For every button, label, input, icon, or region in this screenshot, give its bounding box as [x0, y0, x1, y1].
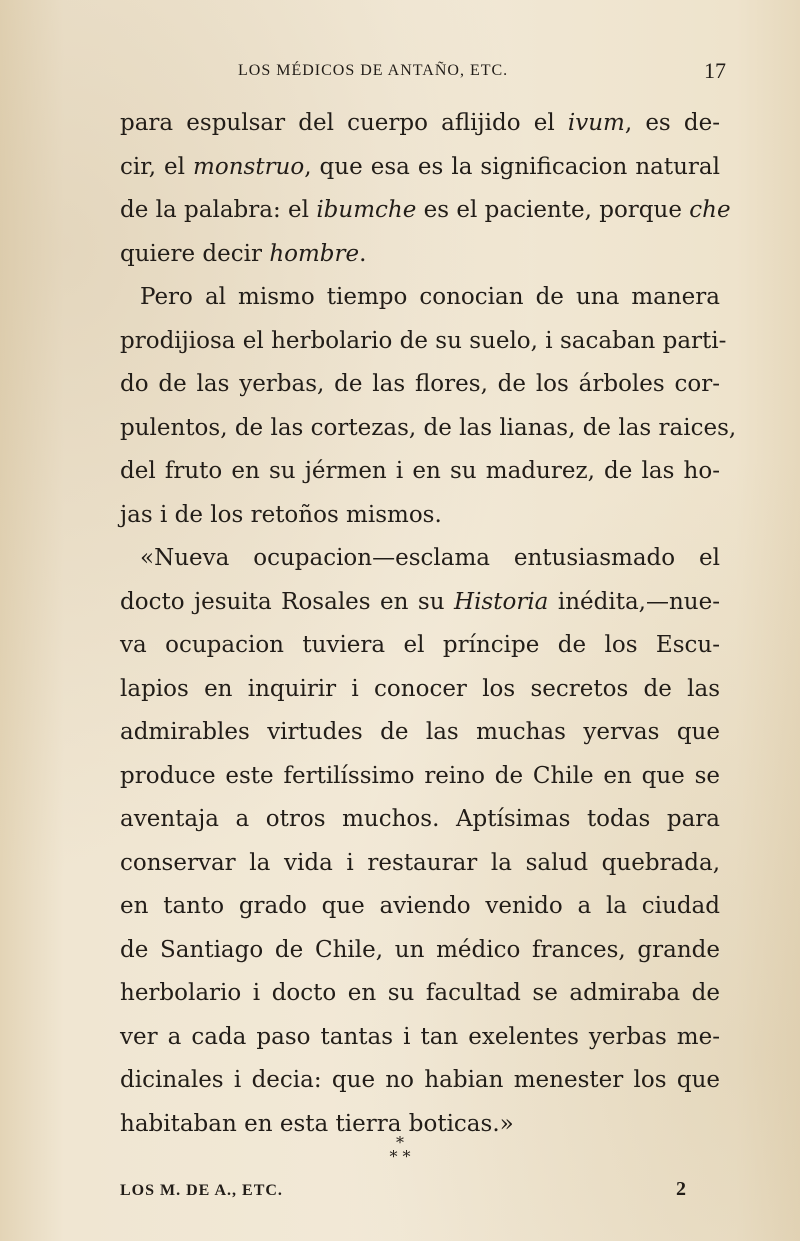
text-line: cir, el monstruo, que esa es la significacion natural [120, 153, 720, 180]
asterism-bottom: * * [389, 1147, 411, 1166]
text-line: herbolario i docto en su facultad se admiraba de [120, 980, 720, 1006]
text-line: de la palabra: el ibumche es el paciente, porque che [120, 197, 731, 223]
body-text [120, 102, 737, 1146]
text-line: admirables virtudes de las muchas yervas que [120, 719, 720, 745]
running-title: LOS MÉDICOS DE ANTAÑO, ETC. [238, 62, 509, 79]
text-line: habitaban en esta tierra boticas.» [120, 1110, 514, 1137]
text-line: prodijiosa el herbolario de su suelo, i sacaban parti- [120, 327, 727, 354]
text-line: jas i de los retoños mismos. [120, 501, 442, 528]
text-line: va ocupacion tuviera el príncipe de los Escu- [120, 632, 720, 658]
paragraph-start: «Nueva ocupacion—esclama entusiasmado el [140, 545, 720, 571]
text-line: do de las yerbas, de las flores, de los árboles cor- [120, 371, 720, 397]
text-line: ver a cada paso tantas i tan exelentes yerbas me- [120, 1023, 720, 1050]
page-number: 17 [704, 58, 726, 83]
text-line: de Santiago de Chile, un médico frances, grande [120, 936, 720, 963]
text-line: produce este fertilíssimo reino de Chile en que se [120, 762, 720, 789]
text-line: pulentos, de las cortezas, de las lianas, de las raices, [120, 414, 737, 441]
text-line: docto jesuita Rosales en su Historia inédita,—nue- [120, 588, 720, 615]
signature-number: 2 [676, 1178, 686, 1200]
text-line: del fruto en su jérmen i en su madurez, de las ho- [120, 458, 720, 484]
signature-mark: LOS M. DE A., ETC. [120, 1182, 283, 1199]
running-head [120, 58, 726, 86]
text-line: para espulsar del cuerpo aflijido el ivum, es de- [120, 110, 720, 136]
text-line: en tanto grado que aviendo venido a la ciudad [120, 893, 720, 919]
text-line: quiere decir hombre. [120, 240, 367, 267]
text-line: lapios en inquirir i conocer los secretos de las [120, 675, 720, 702]
section-asterism [380, 1133, 420, 1166]
asterism-top: * [396, 1133, 404, 1152]
text-line: dicinales i decia: que no habian menester los que [120, 1067, 720, 1093]
text-line: aventaja a otros muchos. Aptísimas todas para [120, 806, 720, 832]
paragraph-start: Pero al mismo tiempo conocian de una manera [140, 284, 720, 310]
text-line: conservar la vida i restaurar la salud quebrada, [120, 849, 720, 876]
